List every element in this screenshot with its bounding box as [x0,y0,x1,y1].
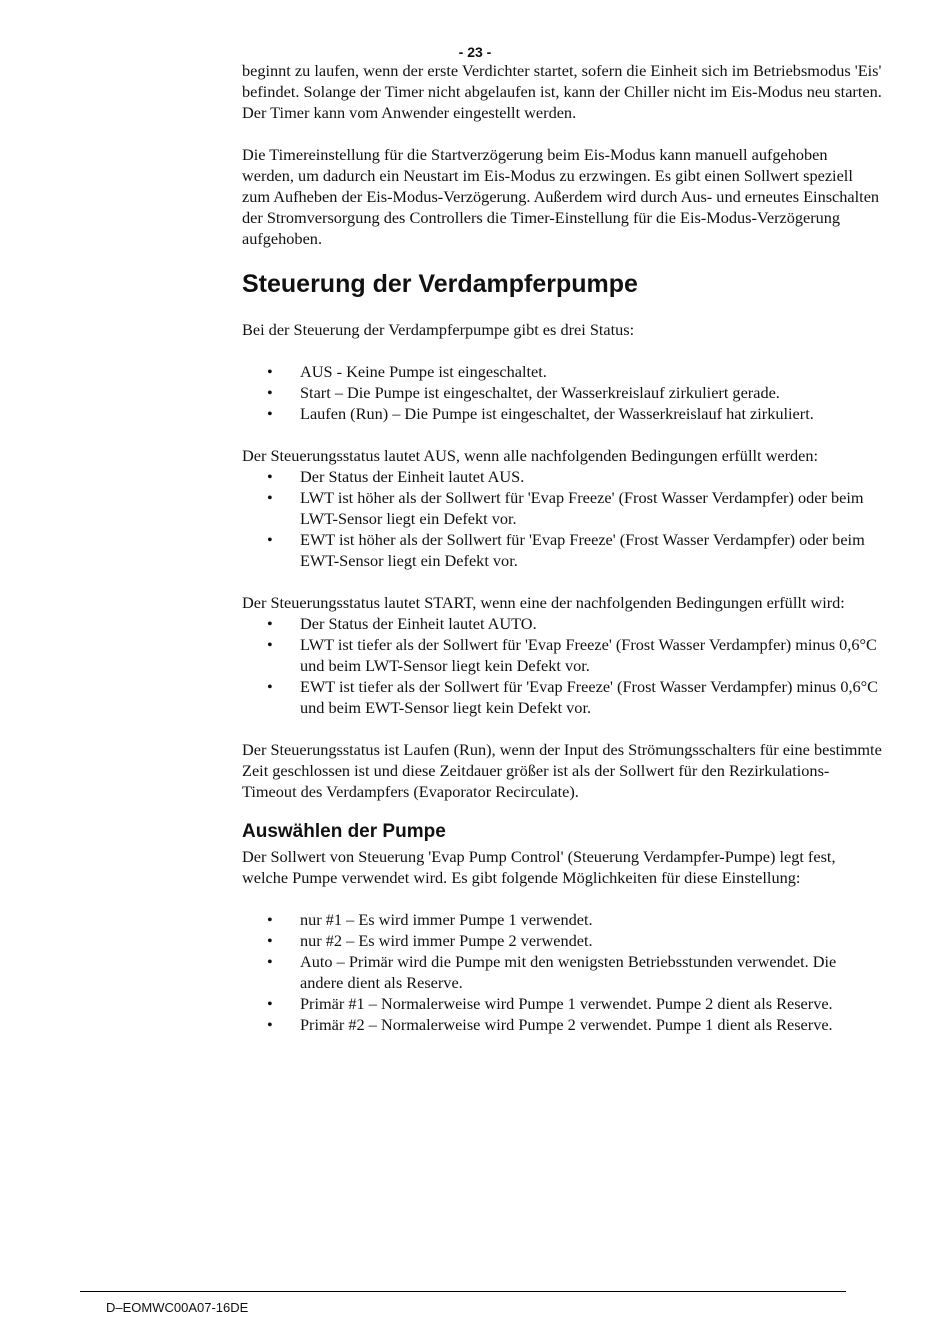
section-heading-evaporator-pump: Steuerung der Verdampferpumpe [242,270,638,298]
paragraph-pump-selection-intro: Der Sollwert von Steuerung 'Evap Pump Control' (Steuerung Verdampfer-Pumpe) legt fest, welche Pumpe verwendet wird. Es gibt folgende Möglichkeiten für diese Einstellung: [242,847,836,887]
list-item: • Der Status der Einheit lautet AUS. [242,466,882,487]
list-item: • AUS - Keine Pumpe ist eingeschaltet. [242,361,882,382]
paragraph-run-condition: Der Steuerungsstatus ist Laufen (Run), wenn der Input des Strömungsschalters für eine bestimmte Zeit geschlossen ist und diese Zeitdauer größer ist als der Sollwert für den Rezirkulations-Timeout des Verdampfers (Evaporator Recirculate). [242,740,882,801]
document-body [242,60,882,1035]
subsection-heading-pump-selection: Auswählen der Pumpe [242,821,446,842]
paragraph-timer-override: Die Timereinstellung für die Startverzögerung beim Eis-Modus kann manuell aufgehoben werden, um dadurch ein Neustart im Eis-Modus zu erzwingen. Es gibt einen Sollwert speziell zum Aufheben der Eis-Modus-Verzögerung. Außerdem wird durch Aus- und erneutes Einschalten der Stromversorgung des Controllers die Timer-Einstellung für die Eis-Modus-Verzögerung aufgehoben. [242,145,880,248]
paragraph-aus-conditions: Der Steuerungsstatus lautet AUS, wenn alle nachfolgenden Bedingungen erfüllt werden: [242,446,819,465]
list-item: • Start – Die Pumpe ist eingeschaltet, der Wasserkreislauf zirkuliert gerade. [242,382,882,403]
paragraph-status-intro: Bei der Steuerung der Verdampferpumpe gibt es drei Status: [242,320,635,339]
list-item: • Laufen (Run) – Die Pumpe ist eingeschaltet, der Wasserkreislauf hat zirkuliert. [242,403,882,424]
page-number: - 23 - [458,44,492,60]
footer-divider [80,1291,846,1292]
list-item: • EWT ist höher als der Sollwert für 'Evap Freeze' (Frost Wasser Verdampfer) oder beim EWT-Sensor liegt ein Defekt vor. [242,529,882,571]
start-condition-list [242,613,882,718]
list-item: • LWT ist höher als der Sollwert für 'Evap Freeze' (Frost Wasser Verdampfer) oder beim LWT-Sensor liegt ein Defekt vor. [242,487,882,529]
list-item: • Primär #2 – Normalerweise wird Pumpe 2 verwendet. Pumpe 1 dient als Reserve. [242,1014,882,1035]
list-item: • LWT ist tiefer als der Sollwert für 'Evap Freeze' (Frost Wasser Verdampfer) minus 0,6°C und beim LWT-Sensor liegt kein Defekt vor. [242,634,882,676]
document-code: D–EOMWC00A07-16DE [106,1300,249,1315]
list-item: • Der Status der Einheit lautet AUTO. [242,613,882,634]
list-item: • nur #2 – Es wird immer Pumpe 2 verwendet. [242,930,882,951]
list-item: • nur #1 – Es wird immer Pumpe 1 verwendet. [242,909,882,930]
status-list [242,361,882,424]
paragraph-timer-start: beginnt zu laufen, wenn der erste Verdichter startet, sofern die Einheit sich im Betriebsmodus 'Eis' befindet. Solange der Timer nicht abgelaufen ist, kann der Chiller nicht im Eis-Modus neu starten. Der Timer kann vom Anwender eingestellt werden. [242,61,882,122]
list-item: • Primär #1 – Normalerweise wird Pumpe 1 verwendet. Pumpe 2 dient als Reserve. [242,993,882,1014]
aus-condition-list [242,466,882,571]
list-item: • EWT ist tiefer als der Sollwert für 'Evap Freeze' (Frost Wasser Verdampfer) minus 0,6°C und beim EWT-Sensor liegt kein Defekt vor. [242,676,882,718]
list-item: • Auto – Primär wird die Pumpe mit den wenigsten Betriebsstunden verwendet. Die andere dient als Reserve. [242,951,882,993]
pump-option-list [242,909,882,1035]
paragraph-start-conditions: Der Steuerungsstatus lautet START, wenn eine der nachfolgenden Bedingungen erfüllt wird: [242,593,845,612]
